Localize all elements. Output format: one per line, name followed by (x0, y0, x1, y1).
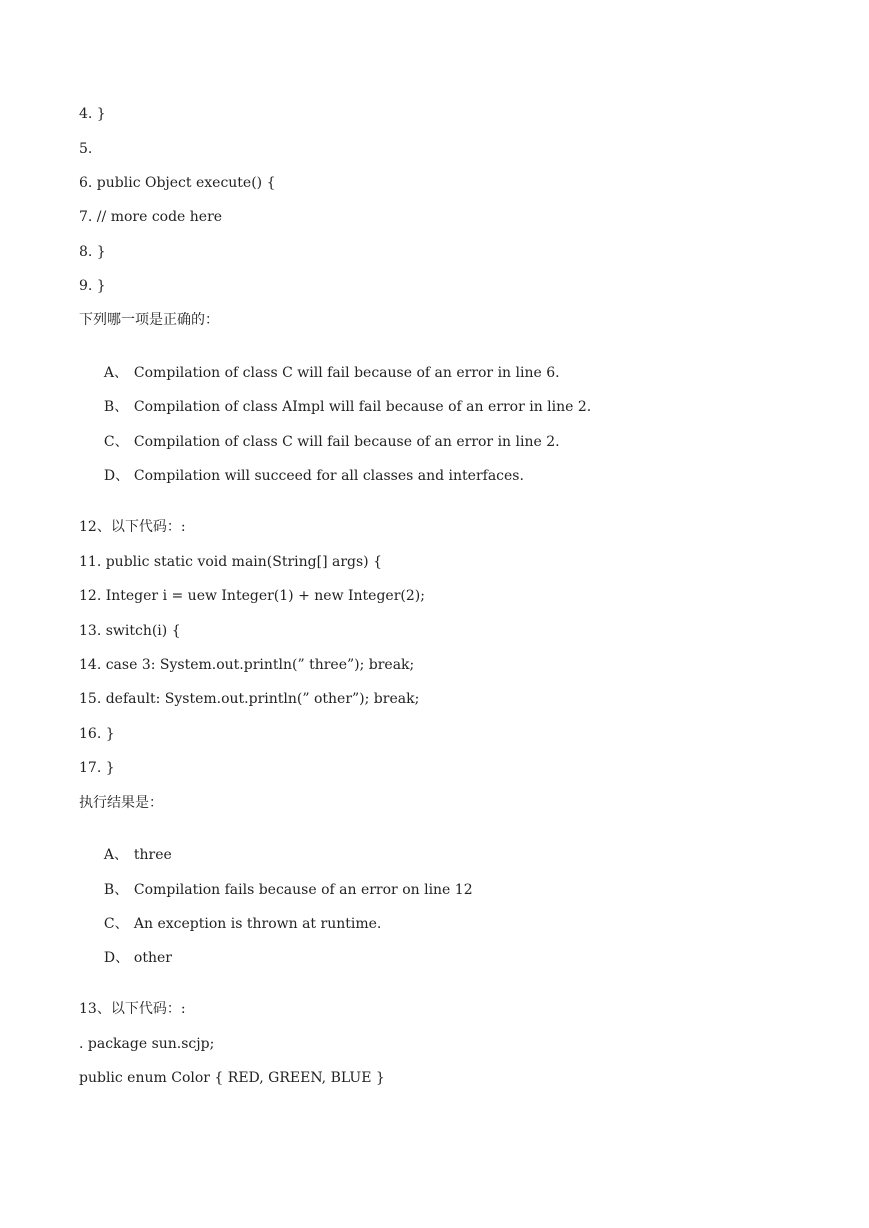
option-letter: B、 (103, 399, 129, 415)
option-letter: D、 (103, 468, 130, 484)
question-heading: 13、以下代码：: (79, 1001, 186, 1017)
code-line: 7. // more code here (79, 209, 223, 225)
answer-option-a (95, 828, 172, 864)
code-line: 17. } (79, 760, 115, 776)
option-text: other (133, 950, 172, 966)
option-letter: C、 (103, 434, 129, 450)
code-line: 8. } (79, 244, 106, 260)
answer-option-a (95, 346, 560, 382)
option-text: An exception is thrown at runtime. (133, 916, 382, 932)
code-line: 13. switch(i) { (79, 623, 181, 639)
question-text: 下列哪一项是正确的： (79, 312, 219, 328)
answer-option-b (95, 863, 473, 899)
option-text: Compilation fails because of an error on line 12 (133, 882, 473, 898)
option-letter: A、 (103, 847, 129, 863)
answer-option-c (95, 415, 560, 451)
answer-option-d (95, 449, 524, 485)
code-line: 11. public static void main(String[] args) { (79, 554, 383, 570)
code-line: 9. } (79, 278, 106, 294)
option-letter: B、 (103, 882, 129, 898)
code-line: 14. case 3: System.out.println(” three”); break; (79, 657, 415, 673)
option-text: Compilation of class C will fail because of an error in line 6. (133, 365, 560, 381)
code-line: 6. public Object execute() { (79, 175, 276, 191)
option-text: Compilation will succeed for all classes and interfaces. (133, 468, 524, 484)
code-line: 15. default: System.out.println(” other”); break; (79, 691, 420, 707)
code-line: public enum Color { RED, GREEN, BLUE } (79, 1070, 385, 1086)
option-letter: C、 (103, 916, 129, 932)
answer-option-d (95, 931, 172, 967)
answer-option-c (95, 897, 381, 933)
option-text: Compilation of class C will fail because of an error in line 2. (133, 434, 560, 450)
option-letter: D、 (103, 950, 130, 966)
code-line: 4. } (79, 106, 106, 122)
code-line: . package sun.scjp; (79, 1036, 215, 1052)
code-line: 12. Integer i = uew Integer(1) + new Integer(2); (79, 588, 425, 604)
option-text: Compilation of class AImpl will fail because of an error in line 2. (133, 399, 592, 415)
option-letter: A、 (103, 365, 129, 381)
code-line: 5. (79, 141, 93, 157)
code-line: 16. } (79, 726, 115, 742)
answer-option-b (95, 380, 591, 416)
option-text: three (133, 847, 172, 863)
question-heading: 12、以下代码：: (79, 519, 186, 535)
question-text: 执行结果是： (79, 795, 163, 811)
